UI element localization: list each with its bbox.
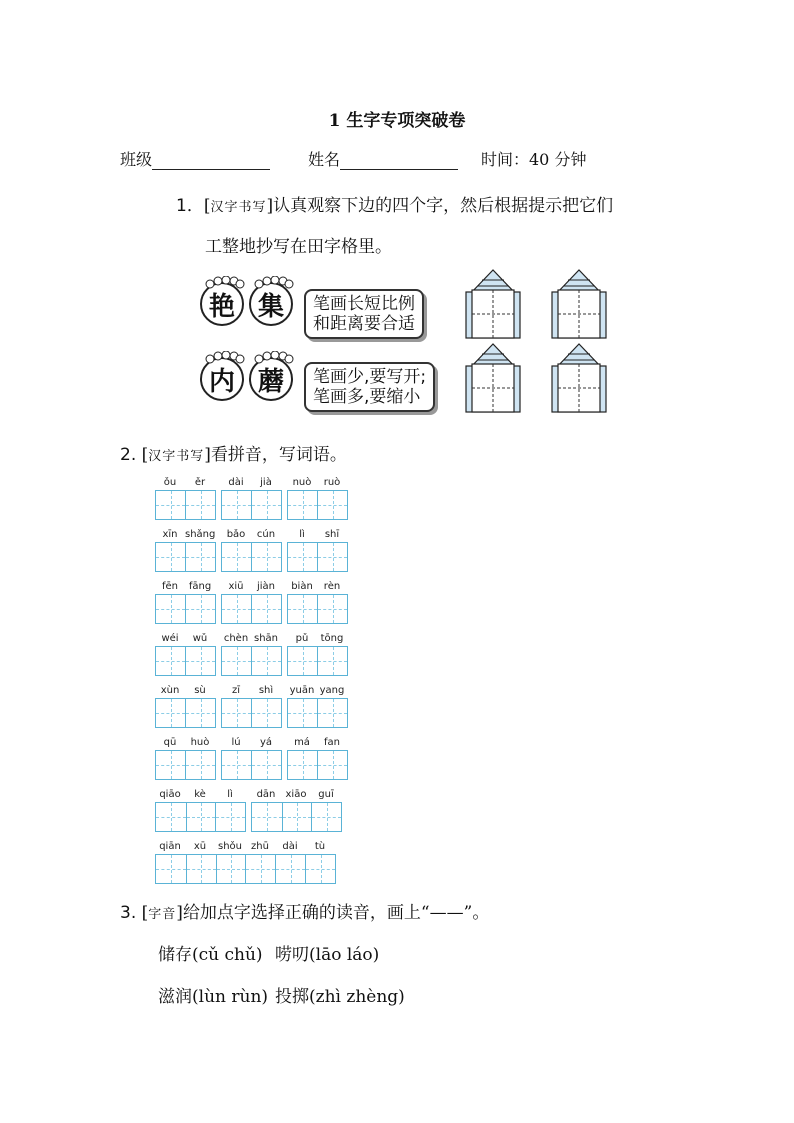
pinyin-label: má (294, 737, 310, 748)
char-circle: 艳 (200, 282, 244, 326)
pinyin-label: jià (260, 477, 272, 488)
pinyin-label: nuò (292, 477, 312, 488)
q1-text-2: 工整地抄写在田字格里。 (205, 237, 392, 257)
q2-tag: [汉字书写] (141, 445, 211, 465)
tip-box-1 (304, 289, 424, 339)
pinyin-label: lì (299, 529, 305, 540)
grid-cell[interactable] (222, 699, 251, 727)
word-grid[interactable] (221, 698, 282, 728)
grid-cell[interactable] (251, 647, 281, 675)
word-grid[interactable] (155, 542, 216, 572)
q1-tag: [汉字书写] (203, 196, 274, 216)
pinyin-label: xū (193, 841, 207, 852)
writing-grid-3[interactable] (462, 340, 524, 416)
pinyin-label: shī (324, 529, 340, 540)
grid-cell[interactable] (185, 699, 215, 727)
grid-cell[interactable] (305, 855, 335, 883)
word-grid[interactable] (221, 490, 282, 520)
grid-cell[interactable] (185, 543, 215, 571)
grid-cell[interactable] (317, 491, 347, 519)
grid-cell[interactable] (156, 595, 185, 623)
tip-2-line-1: 笔画少,要写开; (313, 367, 427, 387)
pinyin-label: fēn (161, 581, 178, 592)
char-badge-2 (249, 282, 293, 326)
tip-1-line-2: 和距离要合适 (313, 314, 415, 334)
grid-cell[interactable] (288, 543, 317, 571)
grid-cell[interactable] (251, 595, 281, 623)
q3-number: 3. (120, 903, 137, 923)
char-badge-4 (249, 357, 293, 401)
grid-cell[interactable] (317, 543, 347, 571)
pinyin-label: xiū (228, 581, 244, 592)
grid-cell[interactable] (222, 543, 251, 571)
pinyin-label: xùn (160, 685, 180, 696)
grid-cell[interactable] (222, 647, 251, 675)
grid-cell[interactable] (288, 595, 317, 623)
q2-number: 2. (120, 445, 137, 465)
pinyin-label: shǒu (217, 841, 242, 852)
grid-cell[interactable] (311, 803, 341, 831)
pinyin-label: bǎo (226, 529, 246, 540)
pinyin-label: chèn (223, 633, 249, 644)
char-circle: 集 (249, 282, 293, 326)
grid-cell[interactable] (245, 855, 275, 883)
char-circle: 内 (200, 357, 244, 401)
word-grid[interactable] (287, 542, 348, 572)
flower-icon (202, 351, 246, 365)
flower-icon (251, 276, 295, 290)
q3-item-4[interactable]: 投掷(zhì zhèng) (275, 987, 405, 1007)
pinyin-label: zī (231, 685, 241, 696)
pinyin-label: tù (314, 841, 326, 852)
grid-cell[interactable] (317, 647, 347, 675)
grid-cell[interactable] (156, 543, 185, 571)
pinyin-label: dài (228, 477, 244, 488)
name-label: 姓名 (308, 150, 341, 169)
pinyin-label: tōng (320, 633, 344, 644)
word-grid[interactable] (287, 698, 348, 728)
q3-item-1[interactable]: 储存(cǔ chǔ) (158, 945, 263, 965)
q3-tag: [字音] (141, 903, 183, 923)
time-label: 时间：40 分钟 (481, 150, 587, 169)
char-circle: 蘑 (249, 357, 293, 401)
pinyin-label: zhū (251, 841, 269, 852)
pinyin-label: cún (256, 529, 276, 540)
pinyin-label: shān (253, 633, 278, 644)
tip-box-2 (304, 362, 435, 412)
word-grid[interactable] (155, 594, 216, 624)
class-field (120, 147, 270, 170)
grid-cell[interactable] (317, 595, 347, 623)
grid-cell[interactable] (222, 491, 251, 519)
pinyin-label: ǒu (163, 477, 177, 488)
word-grid[interactable] (287, 490, 348, 520)
pinyin-label: kè (194, 789, 206, 800)
q1-number: 1． (176, 196, 204, 216)
pinyin-label: qiāo (159, 789, 181, 800)
tip-1-line-1: 笔画长短比例 (313, 294, 415, 314)
q3-text: 给加点字选择正确的读音，画上“——”。 (182, 903, 490, 923)
grid-cell[interactable] (251, 751, 281, 779)
grid-cell[interactable] (222, 751, 251, 779)
q1-text-1: 认真观察下边的四个字，然后根据提示把它们 (273, 196, 614, 216)
pinyin-label: fāng (188, 581, 212, 592)
pinyin-label: shì (258, 685, 274, 696)
grid-cell[interactable] (156, 855, 186, 883)
pinyin-label: dān (256, 789, 276, 800)
word-grid[interactable] (155, 750, 216, 780)
char-badge-1 (200, 282, 244, 326)
grid-cell[interactable] (185, 647, 215, 675)
pinyin-label: fan (324, 737, 340, 748)
name-blank[interactable] (340, 151, 458, 170)
word-grid[interactable] (287, 750, 348, 780)
grid-cell[interactable] (156, 751, 185, 779)
grid-cell[interactable] (156, 803, 186, 831)
pinyin-label: sù (194, 685, 206, 696)
pinyin-label: yang (319, 685, 345, 696)
word-grid[interactable] (155, 802, 246, 832)
grid-cell[interactable] (216, 855, 246, 883)
pinyin-label: xīn (162, 529, 178, 540)
pinyin-label: shǎng (185, 529, 216, 540)
writing-grid-4[interactable] (548, 340, 610, 416)
class-label: 班级 (120, 150, 153, 169)
pinyin-label: wéi (161, 633, 179, 644)
word-grid[interactable] (287, 646, 348, 676)
grid-cell[interactable] (252, 803, 282, 831)
pinyin-label: wǔ (192, 633, 208, 644)
word-grid[interactable] (251, 802, 342, 832)
tip-2-line-2: 笔画多,要缩小 (313, 387, 421, 407)
pinyin-label: xiāo (285, 789, 307, 800)
word-grid[interactable] (221, 646, 282, 676)
q2-text: 看拼音，写词语。 (210, 445, 347, 465)
pinyin-label: qiān (159, 841, 181, 852)
q3-item-2[interactable]: 唠叨(lāo láo) (275, 945, 380, 965)
pinyin-label: pǔ (295, 633, 309, 644)
flower-icon (251, 351, 295, 365)
grid-cell[interactable] (156, 699, 185, 727)
writing-grid-1[interactable] (462, 266, 524, 342)
q2-heading (120, 440, 347, 465)
page-title: 1 生字专项突破卷 (328, 111, 466, 131)
pinyin-label: huò (190, 737, 210, 748)
grid-cell[interactable] (275, 855, 305, 883)
pinyin-label: jiàn (256, 581, 276, 592)
word-grid[interactable] (155, 854, 336, 884)
grid-cell[interactable] (288, 491, 317, 519)
pinyin-label: qū (163, 737, 177, 748)
grid-cell[interactable] (185, 491, 215, 519)
grid-cell[interactable] (288, 699, 317, 727)
char-badge-3 (200, 357, 244, 401)
word-grid[interactable] (287, 594, 348, 624)
pinyin-label: rèn (323, 581, 341, 592)
name-field (308, 147, 458, 170)
word-grid[interactable] (155, 490, 216, 520)
pinyin-label: ruò (323, 477, 341, 488)
q3-item-3[interactable]: 滋润(lùn rùn) (158, 987, 269, 1007)
pinyin-label: biàn (291, 581, 313, 592)
grid-cell[interactable] (251, 699, 281, 727)
word-grid[interactable] (155, 646, 216, 676)
grid-cell[interactable] (317, 751, 347, 779)
pinyin-label: yuān (289, 685, 315, 696)
grid-cell[interactable] (288, 751, 317, 779)
grid-cell[interactable] (185, 595, 215, 623)
grid-cell[interactable] (282, 803, 312, 831)
grid-cell[interactable] (222, 595, 251, 623)
pinyin-label: ěr (194, 477, 206, 488)
grid-cell[interactable] (186, 855, 216, 883)
grid-cell[interactable] (251, 491, 281, 519)
flower-icon (202, 276, 246, 290)
grid-cell[interactable] (251, 543, 281, 571)
pinyin-label: lì (227, 789, 233, 800)
grid-cell[interactable] (156, 491, 185, 519)
pinyin-label: guī (318, 789, 334, 800)
word-grid[interactable] (221, 750, 282, 780)
pinyin-label: yá (259, 737, 273, 748)
grid-cell[interactable] (185, 751, 215, 779)
pinyin-label: dài (282, 841, 298, 852)
grid-cell[interactable] (288, 647, 317, 675)
q1-line1 (176, 191, 613, 216)
word-grid[interactable] (155, 698, 216, 728)
writing-grid-2[interactable] (548, 266, 610, 342)
word-grid[interactable] (221, 594, 282, 624)
class-blank[interactable] (152, 151, 270, 170)
word-grid[interactable] (221, 542, 282, 572)
pinyin-label: lú (231, 737, 241, 748)
grid-cell[interactable] (156, 647, 185, 675)
grid-cell[interactable] (186, 803, 216, 831)
q3-heading (120, 898, 489, 923)
grid-cell[interactable] (317, 699, 347, 727)
grid-cell[interactable] (215, 803, 245, 831)
